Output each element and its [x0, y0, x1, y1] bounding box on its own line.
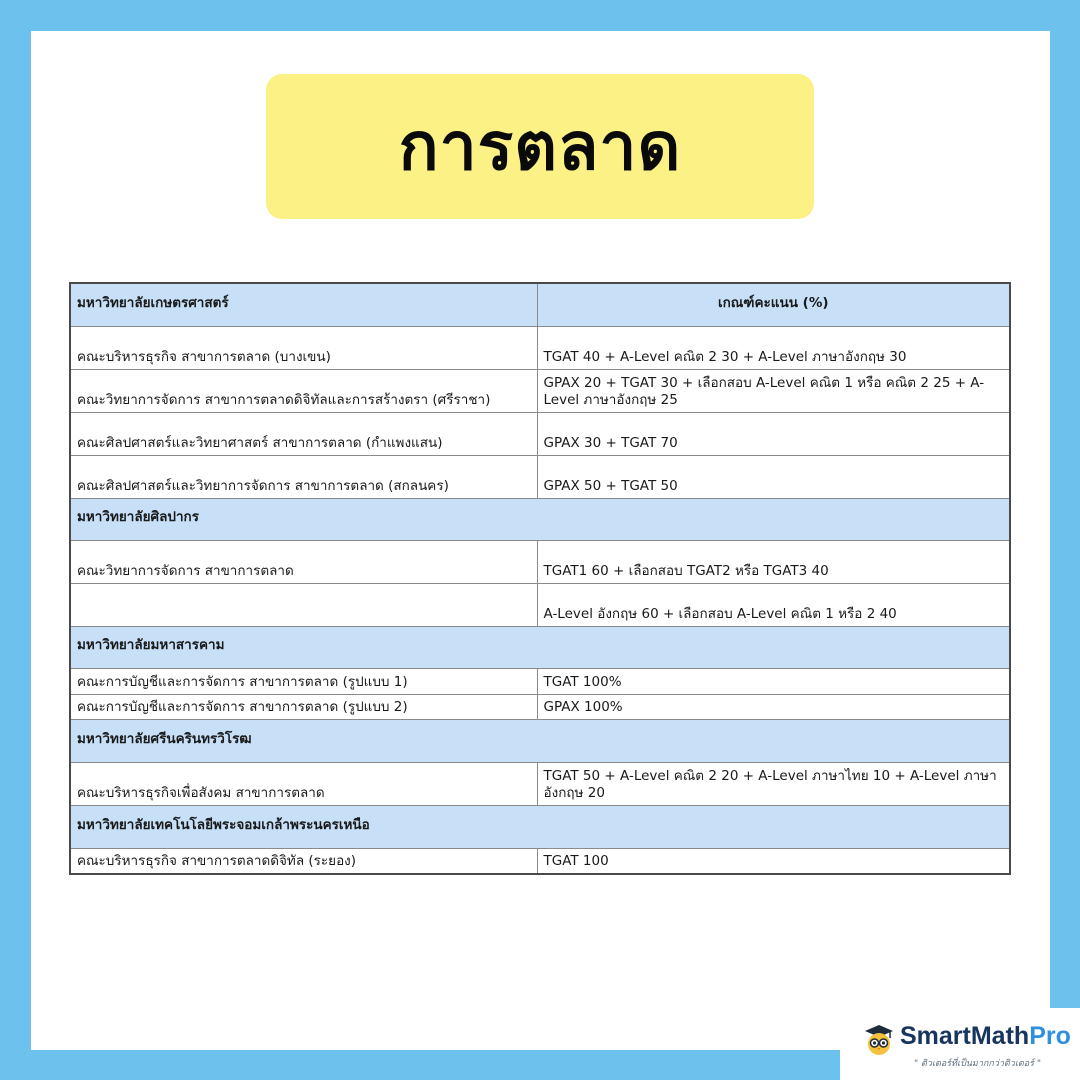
- criteria-cell: GPAX 50 + TGAT 50: [537, 455, 1010, 498]
- faculty-cell: คณะบริหารธุรกิจเพื่อสังคม สาขาการตลาด: [70, 762, 537, 805]
- criteria-cell: GPAX 30 + TGAT 70: [537, 412, 1010, 455]
- header-criteria: เกณฑ์คะแนน (%): [537, 283, 1010, 326]
- table-row: [70, 326, 1010, 369]
- table-row: [70, 369, 1010, 412]
- table-row: [70, 540, 1010, 583]
- header-university: มหาวิทยาลัยเกษตรศาสตร์: [70, 283, 537, 326]
- faculty-cell: คณะศิลปศาสตร์และวิทยาการจัดการ สาขาการตลาด (สกลนคร): [70, 455, 537, 498]
- university-row: [70, 498, 1010, 540]
- table-row: [70, 694, 1010, 719]
- faculty-cell: คณะบริหารธุรกิจ สาขาการตลาด (บางเขน): [70, 326, 537, 369]
- owl-graduate-icon: [862, 1022, 896, 1056]
- faculty-cell: คณะบริหารธุรกิจ สาขาการตลาดดิจิทัล (ระยอง): [70, 848, 537, 874]
- brand-name-main: SmartMath: [900, 1022, 1030, 1050]
- criteria-cell: TGAT 40 + A-Level คณิต 2 30 + A-Level ภาษาอังกฤษ 30: [537, 326, 1010, 369]
- faculty-cell: คณะศิลปศาสตร์และวิทยาศาสตร์ สาขาการตลาด (กำแพงแสน): [70, 412, 537, 455]
- faculty-cell: คณะวิทยาการจัดการ สาขาการตลาดดิจิทัลและการสร้างตรา (ศรีราชา): [70, 369, 537, 412]
- faculty-cell: [70, 583, 537, 626]
- table-row: [70, 583, 1010, 626]
- table-row: [70, 412, 1010, 455]
- admission-criteria-table: [69, 282, 1011, 875]
- criteria-cell: TGAT 50 + A-Level คณิต 2 20 + A-Level ภาษาไทย 10 + A-Level ภาษาอังกฤษ 20: [537, 762, 1010, 805]
- brand-name: [900, 1022, 1071, 1051]
- university-name: มหาวิทยาลัยศรีนครินทรวิโรฒ: [70, 719, 1010, 762]
- faculty-cell: คณะการบัญชีและการจัดการ สาขาการตลาด (รูปแบบ 2): [70, 694, 537, 719]
- faculty-cell: คณะวิทยาการจัดการ สาขาการตลาด: [70, 540, 537, 583]
- page-title: การตลาด: [398, 108, 682, 185]
- content-card: [31, 31, 1050, 1050]
- table-row: [70, 668, 1010, 694]
- university-row: [70, 719, 1010, 762]
- criteria-cell: TGAT 100: [537, 848, 1010, 874]
- brand-logo: [840, 1008, 1080, 1080]
- university-name: มหาวิทยาลัยศิลปากร: [70, 498, 1010, 540]
- criteria-cell: GPAX 20 + TGAT 30 + เลือกสอบ A-Level คณิต 1 หรือ คณิต 2 25 + A-Level ภาษาอังกฤษ 25: [537, 369, 1010, 412]
- criteria-cell: A-Level อังกฤษ 60 + เลือกสอบ A-Level คณิต 1 หรือ 2 40: [537, 583, 1010, 626]
- table-header-row: [70, 283, 1010, 326]
- criteria-cell: TGAT 100%: [537, 668, 1010, 694]
- table-row: [70, 455, 1010, 498]
- university-name: มหาวิทยาลัยมหาสารคาม: [70, 626, 1010, 668]
- university-row: [70, 805, 1010, 848]
- title-banner: [266, 74, 814, 219]
- university-name: มหาวิทยาลัยเทคโนโลยีพระจอมเกล้าพระนครเหนือ: [70, 805, 1010, 848]
- criteria-cell: TGAT1 60 + เลือกสอบ TGAT2 หรือ TGAT3 40: [537, 540, 1010, 583]
- criteria-cell: GPAX 100%: [537, 694, 1010, 719]
- brand-tagline: " ติวเตอร์ที่เป็นมากกว่าติวเตอร์ ": [914, 1059, 1041, 1069]
- table-row: [70, 762, 1010, 805]
- university-row: [70, 626, 1010, 668]
- brand-name-accent: Pro: [1029, 1022, 1071, 1050]
- table-row: [70, 848, 1010, 874]
- faculty-cell: คณะการบัญชีและการจัดการ สาขาการตลาด (รูปแบบ 1): [70, 668, 537, 694]
